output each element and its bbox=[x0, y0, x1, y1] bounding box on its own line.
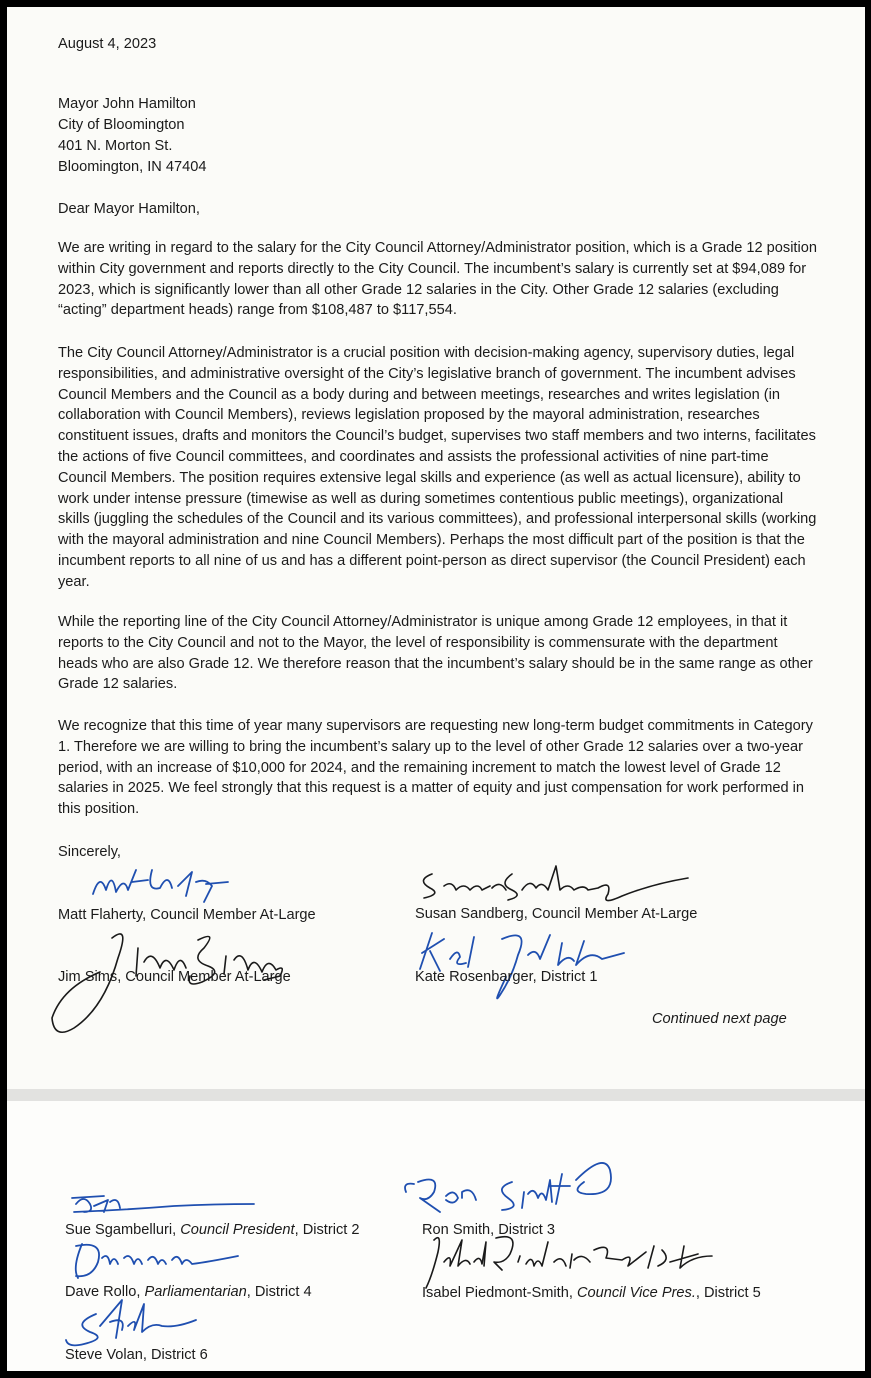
signature-steve-volan bbox=[62, 1296, 202, 1348]
signatory-line: Isabel Piedmont-Smith, Council Vice Pres., District 5 bbox=[422, 1285, 761, 1301]
signatory-title: Parliamentarian bbox=[144, 1284, 247, 1300]
signatory-line: Sue Sgambelluri, Council President, District 2 bbox=[65, 1222, 360, 1238]
signatory-line: Dave Rollo, Parliamentarian, District 4 bbox=[65, 1284, 312, 1300]
signatory-line: Matt Flaherty, Council Member At-Large bbox=[58, 907, 316, 923]
signatory-line: Susan Sandberg, Council Member At-Large bbox=[415, 906, 698, 922]
signatory-title: Council Member At-Large bbox=[125, 969, 291, 985]
page-separator bbox=[7, 1089, 865, 1101]
signature-dave-rollo bbox=[68, 1238, 248, 1288]
signature-sue-sgambelluri bbox=[64, 1190, 264, 1220]
closing: Sincerely, bbox=[58, 844, 121, 860]
signatory-name: Matt Flaherty bbox=[58, 907, 143, 923]
salutation: Dear Mayor Hamilton, bbox=[58, 201, 200, 217]
signatory-title: Council Member At-Large bbox=[150, 907, 316, 923]
body-paragraph: We are writing in regard to the salary for the City Council Attorney/Administrator position, which is a Grade 12 position within City government and reports directly to the City Council. The incumbent’s salary is currently set at $94,089 for 2023, which is significantly lower than all other Grade 12 salaries in the City. Other Grade 12 salaries (excluding “acting” department heads) range from $108,487 to $117,554. bbox=[58, 240, 817, 319]
signatory-line: Jim Sims, Council Member At-Large bbox=[58, 969, 291, 985]
signatory-district: District 5 bbox=[704, 1285, 761, 1301]
signatory-name: Steve Volan bbox=[65, 1347, 143, 1363]
address-line: City of Bloomington bbox=[58, 117, 185, 133]
signatory-district: District 1 bbox=[540, 969, 598, 985]
address-line: Bloomington, IN 47404 bbox=[58, 159, 207, 175]
signatory-name: Susan Sandberg bbox=[415, 906, 524, 922]
signatory-district: District 6 bbox=[151, 1347, 208, 1363]
signatory-district: District 4 bbox=[254, 1284, 312, 1300]
signatory-title: Council President bbox=[180, 1222, 295, 1238]
signatory-name: Jim Sims bbox=[58, 969, 118, 985]
signatory-name: Sue Sgambelluri bbox=[65, 1222, 173, 1238]
signature-ron-smith bbox=[400, 1152, 640, 1222]
letter-date: August 4, 2023 bbox=[58, 36, 157, 52]
signatory-title: Council Vice Pres. bbox=[576, 1285, 696, 1301]
signatory-line: Ron Smith, District 3 bbox=[422, 1222, 556, 1238]
signatory-district: District 3 bbox=[498, 1222, 556, 1238]
body-paragraph: We recognize that this time of year many supervisors are requesting new long-term budget commitments in Category 1. Therefore we are willing to bring the incumbent’s salary up to the level of other Grade 12 salaries over a two-year period, with an increase of $10,000 for 2024, and the remaining increment to match the lowest level of Grade 12 salaries in 2025. We feel strongly that this request is a matter of equity and just compensation for work performed in this position. bbox=[58, 718, 813, 818]
signatory-line: Kate Rosenbarger, District 1 bbox=[415, 969, 598, 985]
signatory-name: Dave Rollo bbox=[65, 1284, 137, 1300]
signatory-district: District 2 bbox=[302, 1222, 360, 1238]
signatory-line: Steve Volan, District 6 bbox=[65, 1347, 208, 1363]
signatory-name: Isabel Piedmont-Smith bbox=[422, 1285, 569, 1301]
address-line: Mayor John Hamilton bbox=[58, 96, 196, 112]
signature-susan-sandberg bbox=[412, 860, 692, 910]
body-paragraph: While the reporting line of the City Council Attorney/Administrator is unique among Grade 12 employees, in that it reports to the City Council and not to the Mayor, the level of responsibility is commensurate with the department heads who are also Grade 12. We therefore reason that the incumbent’s salary should be in the same range as other Grade 12 salaries. bbox=[58, 614, 813, 693]
signatory-name: Kate Rosenbarger bbox=[415, 969, 533, 985]
continued-note: Continued next page bbox=[652, 1011, 787, 1027]
body-paragraph: The City Council Attorney/Administrator is a crucial position with decision-making agency, supervisory duties, legal responsibilities, and administrative oversight of the City’s legislative branch of government. The incumbent advises Council Members and the Council as a body during and between meetings, researches and writes legislation (in collaboration with Council Members), reviews legislation proposed by the mayoral administration, researches constituent issues, drafts and monitors the Council’s budget, supervises two staff members and two interns, facilitates the actions of five Council committees, and coordinates and assists the professional activities of nine part-time Council Members. The position requires extensive legal skills and experience (as well as actual licensure), ability to work under intense pressure (timewise as well as during sometimes contentious public meetings), organizational skills (juggling the schedules of the Council and its various committees), and professional interpersonal skills (working with the mayoral administration and nine Council Members). Perhaps the most difficult part of the position is that the incumbent reports to all nine of us and has a different point-person as direct supervisor (the Council President) each year. bbox=[58, 345, 817, 590]
address-line: 401 N. Morton St. bbox=[58, 138, 173, 154]
signatory-title: Council Member At-Large bbox=[531, 906, 698, 922]
signatory-name: Ron Smith bbox=[422, 1222, 491, 1238]
